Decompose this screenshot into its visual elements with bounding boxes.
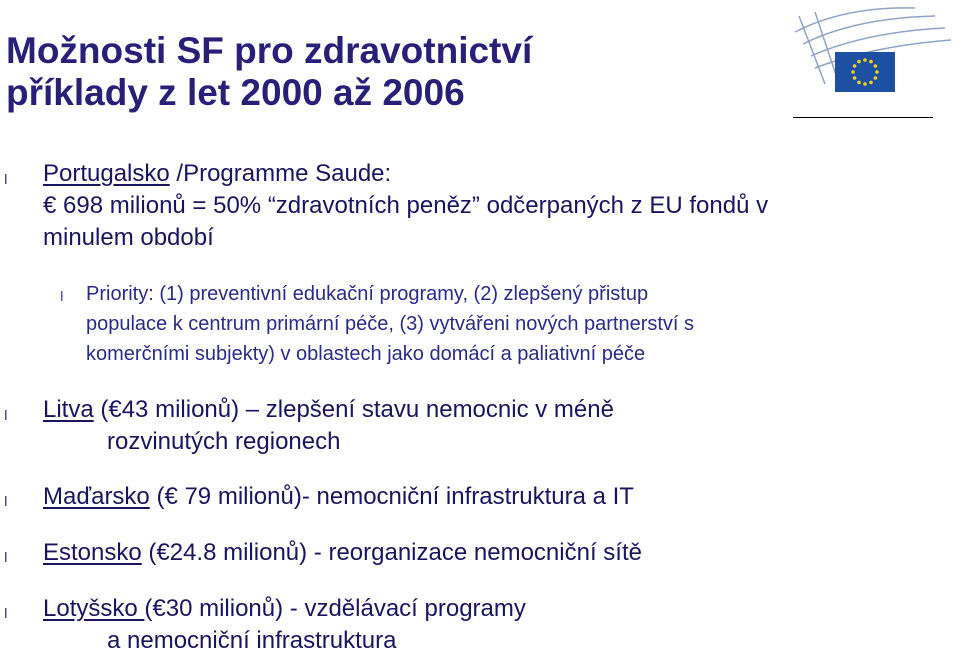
sub-bullet-icon: l	[60, 290, 64, 305]
bullet-icon: l	[4, 173, 8, 188]
european-parliament-logo	[785, 4, 955, 116]
list-item-estonsko: Estonsko (€24.8 milionů) - reorganizace nemocniční sítě	[43, 539, 642, 566]
header-rule	[793, 117, 933, 118]
link-estonsko[interactable]: Estonsko	[43, 539, 142, 566]
link-madarsko[interactable]: Maďarsko	[43, 483, 150, 510]
bullet-icon: l	[4, 409, 8, 424]
list-item-madarsko: Maďarsko (€ 79 milionů)- nemocniční infrastruktura a IT	[43, 483, 634, 510]
list-item-litva: Litva (€43 milionů) – zlepšení stavu nemocnic v méně rozvinutých regionech	[43, 396, 614, 455]
page-title	[6, 30, 532, 114]
bullet-icon: l	[4, 551, 8, 566]
list-item-lotyssko: Lotyšsko (€30 milionů) - vzdělávací programy a nemocniční infrastruktura	[43, 595, 526, 654]
list-item-portugalsko: Portugalsko /Programme Saude: € 698 milionů = 50% “zdravotních peněz” odčerpaných z EU fondů v minulem období	[43, 160, 769, 251]
link-litva[interactable]: Litva	[43, 396, 94, 423]
bullet-icon: l	[4, 495, 8, 510]
title-line-2: příklady z let 2000 až 2006	[6, 72, 465, 113]
title-line-1: Možnosti SF pro zdravotnictví	[6, 30, 533, 71]
link-lotyssko[interactable]: Lotyšsko	[43, 595, 145, 622]
bullet-icon: l	[4, 607, 8, 622]
list-subitem-priority: Priority: (1) preventivní edukační programy, (2) zlepšený přistup populace k centrum primární péče, (3) vytvářeni nových partnerství s komerčními subjekty) v oblastech jako domácí a paliativní péče	[86, 283, 695, 365]
link-portugalsko[interactable]: Portugalsko	[43, 160, 170, 187]
